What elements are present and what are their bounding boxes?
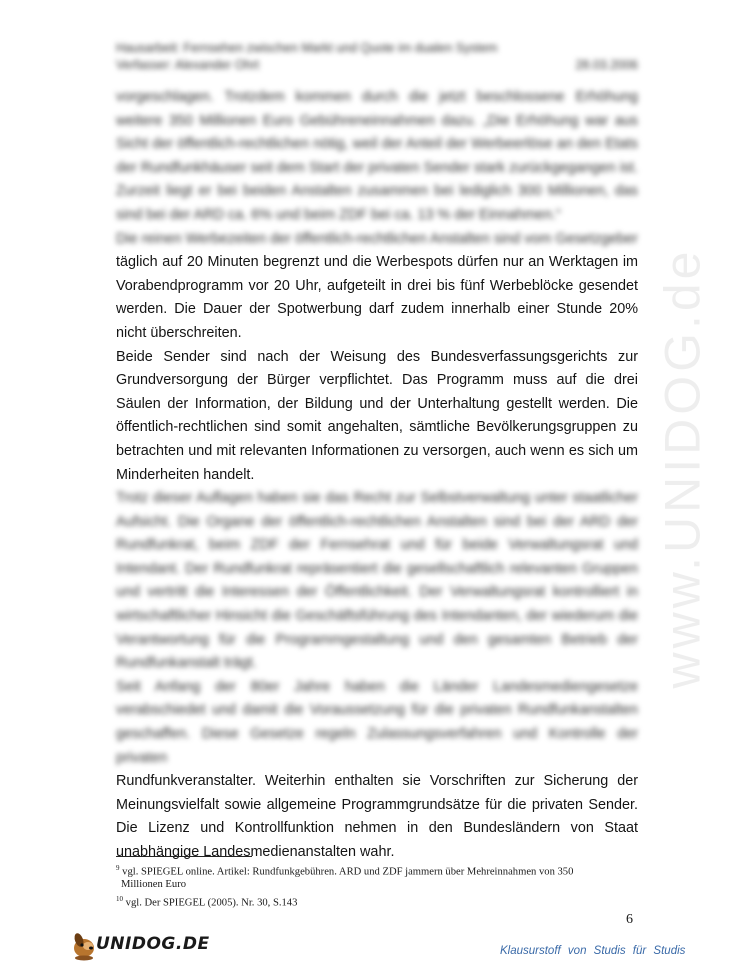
footnotes [116, 862, 638, 911]
paragraph-blurred-3: Trotz dieser Auflagen haben sie das Recht zur Selbstverwaltung unter staatlicher Aufsicht. Die Organe der öffentlich-rechtlichen Anstalten sind bei der ARD der Rundfunkrat, beim ZDF der Fernsehrat und für beide Verwaltungsrat und Intendant. Der Rundfunkrat repräsentiert die gesellschaftlich relevanten Gruppen und vertritt die Interessen der Öffentlichkeit. Der Verwaltungsrat kontrolliert in wirtschaftlicher Hinsicht die Geschäftsführung des Intendanten, der wiederum die Verantwortung für die Programmgestaltung und den gesamten Betrieb der Rundfunkanstalt trägt. [116, 490, 638, 672]
page-header [116, 40, 638, 74]
footnote-text: vgl. Der SPIEGEL (2005). Nr. 30, S.143 [125, 897, 298, 909]
footnote-number: 10 [116, 894, 123, 903]
document-body [116, 86, 638, 865]
logo-text: UNIDOG.DE [96, 934, 210, 954]
paragraph-blurred-4: Seit Anfang der 80er Jahre haben die Länder Landesmediengesetze verabschiedet und damit die Voraussetzung für die privaten Rundfunkanstalten geschaffen. Diese Gesetze regeln Zulassungsverfahren und Kontrolle der privaten [116, 678, 638, 766]
footnote-10 [116, 893, 638, 910]
paragraph-advertising: täglich auf 20 Minuten begrenzt und die Werbespots dürfen nur an Werktagen im Vorabendprogramm vor 20 Uhr, aufgeteilt in drei bis fünf Werbeblöcke gesendet werden. Die Dauer der Spotwerbung darf zudem innerhalb einer Stunde 20% nicht überschreiten. [116, 254, 638, 341]
footnote-number: 9 [116, 864, 120, 872]
paragraph-blurred-1: vorgeschlagen. Trotzdem kommen durch die jetzt beschlossene Erhöhung weitere 350 Millionen Euro Gebühreneinnahmen dazu. „Die Erhöhung war aus Sicht der öffentlich-rechtlichen nötig, weil der Anteil der Werbeerlöse an den Etats der Rundfunkhäuser seit dem Start der privaten Sender stark zurückgegangen ist. Zurzeit liegt er bei beiden Anstalten zusammen bei lediglich 300 Millionen, das sind bei der ARD ca. 6% und beim ZDF bei ca. 13 % der Einnahmen.“ [116, 89, 638, 223]
watermark [642, 247, 722, 689]
unidog-logo [70, 928, 210, 962]
header-date: 28.03.2006 [575, 58, 638, 72]
watermark-text: www.UNIDOG.de [654, 247, 710, 689]
paragraph-grundversorgung: Beide Sender sind nach der Weisung des Bundesverfassungsgerichts zur Grundversorgung der Bürger verpflichtet. Das Programm muss auf die drei Säulen der Information, der Bildung und der Unterhaltung gestellt werden. Die öffentlich-rechtlichen sind somit angehalten, sämtliche Bevölkerungsgruppen zu betrachten und mit relevanten Informationen zu versorgen, auch wenn es sich um Minderheiten handelt. [116, 348, 638, 483]
footer-slogan: Klausurstoff von Studis für Studis [500, 945, 686, 957]
footnote-text-continued: Millionen Euro [121, 879, 187, 891]
paragraph-blurred-2: Die reinen Werbezeiten der öffentlich-rechtlichen Anstalten sind vom Gesetzgeber [116, 230, 638, 247]
paragraph-rundfunkveranstalter: Rundfunkveranstalter. Weiterhin enthalten sie Vorschriften zur Sicherung der Meinungsvielfalt sowie allgemeine Programmgrundsätze für die privaten Sender. Die Lizenz und Kontrollfunktion nehmen in den Bundesländern von Staat unabhängige Landesmedienanstalten wahr. [116, 773, 638, 860]
header-author: Verfasser: Alexander Ohrt [116, 58, 260, 72]
footnote-9 [116, 862, 638, 892]
page-number: 6 [626, 912, 633, 927]
footnote-text: vgl. SPIEGEL online. Artikel: Rundfunkgebühren. ARD und ZDF jammern über Mehreinnahmen von 350 [122, 866, 574, 878]
footnote-divider [116, 856, 252, 857]
header-title: Hausarbeit: Fernsehen zwischen Markt und Quote im dualen System [116, 41, 498, 55]
